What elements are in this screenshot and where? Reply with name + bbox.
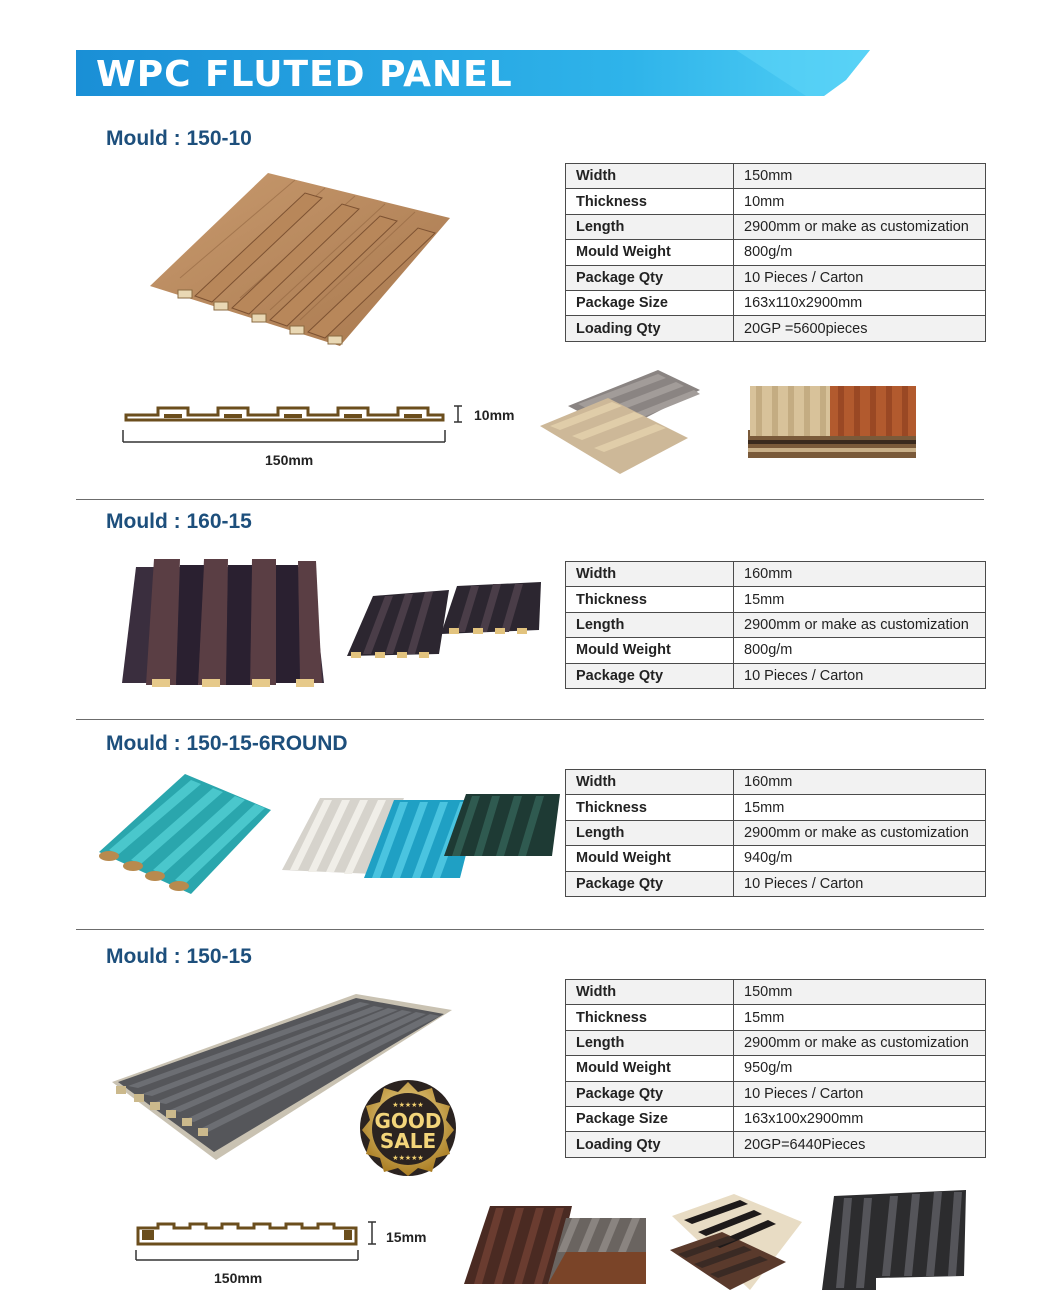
spec-label: Width [566, 562, 734, 587]
spec-label: Package Qty [566, 265, 734, 290]
product-image-dark-panel [116, 555, 331, 693]
section-title: Mould : 150-10 [106, 127, 252, 150]
spec-value: 10 Pieces / Carton [734, 871, 986, 896]
spec-value: 10 Pieces / Carton [734, 1081, 986, 1106]
spec-value: 150mm [734, 980, 986, 1005]
badge-line1: GOOD [374, 1109, 442, 1133]
spec-label: Length [566, 1030, 734, 1055]
spec-row [566, 1030, 986, 1055]
spec-label: Package Size [566, 290, 734, 315]
spec-row [566, 164, 986, 189]
spec-value: 160mm [734, 562, 986, 587]
product-image-round-panels-colors [280, 790, 562, 882]
spec-label: Width [566, 980, 734, 1005]
spec-value: 10 Pieces / Carton [734, 663, 986, 688]
spec-value: 10 Pieces / Carton [734, 265, 986, 290]
spec-value: 800g/m [734, 240, 986, 265]
spec-label: Length [566, 820, 734, 845]
spec-label: Mould Weight [566, 240, 734, 265]
spec-row [566, 1132, 986, 1157]
spec-label: Width [566, 770, 734, 795]
spec-row [566, 265, 986, 290]
badge-stars-bottom: ★★★★★ [392, 1154, 424, 1162]
spec-value: 2900mm or make as customization [734, 612, 986, 637]
spec-label: Mould Weight [566, 846, 734, 871]
thickness-label: 10mm [474, 407, 515, 423]
spec-value: 15mm [734, 587, 986, 612]
spec-row [566, 1106, 986, 1131]
product-image-charcoal-panels [820, 1188, 968, 1294]
spec-row [566, 214, 986, 239]
spec-row [566, 795, 986, 820]
spec-value: 15mm [734, 795, 986, 820]
thickness-label: 15mm [386, 1229, 427, 1245]
spec-value: 163x100x2900mm [734, 1106, 986, 1131]
spec-label: Mould Weight [566, 1056, 734, 1081]
spec-value: 20GP =5600pieces [734, 316, 986, 341]
spec-value: 950g/m [734, 1056, 986, 1081]
spec-label: Package Size [566, 1106, 734, 1131]
spec-value: 2900mm or make as customization [734, 214, 986, 239]
section-title: Mould : 160-15 [106, 510, 252, 533]
spec-value: 10mm [734, 189, 986, 214]
product-image-brown-grey-panels [462, 1204, 648, 1286]
section-title: Mould : 150-15-6ROUND [106, 732, 348, 755]
profile-diagram [118, 400, 478, 450]
spec-row [566, 1056, 986, 1081]
spec-label: Package Qty [566, 663, 734, 688]
badge-line2: SALE [379, 1129, 437, 1153]
spec-row [566, 846, 986, 871]
spec-row [566, 980, 986, 1005]
spec-label: Thickness [566, 189, 734, 214]
section-divider [76, 929, 984, 930]
spec-row [566, 770, 986, 795]
spec-row [566, 562, 986, 587]
section-title: Mould : 150-15 [106, 945, 252, 968]
spec-row [566, 587, 986, 612]
spec-table [565, 163, 986, 342]
spec-row [566, 820, 986, 845]
spec-label: Package Qty [566, 871, 734, 896]
spec-table [565, 979, 986, 1158]
profile-diagram [130, 1218, 390, 1268]
spec-row [566, 1081, 986, 1106]
product-image-stacked-panels [746, 384, 918, 460]
product-image-dark-panels-pair [345, 582, 543, 662]
spec-value: 2900mm or make as customization [734, 1030, 986, 1055]
spec-value: 940g/m [734, 846, 986, 871]
spec-value: 150mm [734, 164, 986, 189]
spec-value: 800g/m [734, 638, 986, 663]
width-label: 150mm [265, 452, 314, 468]
spec-table [565, 561, 986, 689]
spec-label: Package Qty [566, 1081, 734, 1106]
spec-label: Mould Weight [566, 638, 734, 663]
badge-stars-top: ★★★★★ [392, 1101, 424, 1109]
spec-value: 15mm [734, 1005, 986, 1030]
spec-label: Thickness [566, 1005, 734, 1030]
product-image-grey-beige-panels [538, 368, 703, 476]
spec-label: Length [566, 612, 734, 637]
spec-value: 163x110x2900mm [734, 290, 986, 315]
spec-row [566, 663, 986, 688]
section-divider [76, 719, 984, 720]
product-image-teal-round-panel [95, 772, 273, 897]
product-image-wood-panel [140, 168, 455, 348]
width-label: 150mm [214, 1270, 263, 1286]
spec-row [566, 871, 986, 896]
page-title: WPC FLUTED PANEL [96, 54, 513, 95]
spec-label: Thickness [566, 587, 734, 612]
spec-value: 20GP=6440Pieces [734, 1132, 986, 1157]
spec-label: Loading Qty [566, 316, 734, 341]
spec-value: 160mm [734, 770, 986, 795]
section-divider [76, 499, 984, 500]
spec-value: 2900mm or make as customization [734, 820, 986, 845]
spec-label: Width [566, 164, 734, 189]
spec-row [566, 189, 986, 214]
spec-label: Thickness [566, 795, 734, 820]
spec-label: Loading Qty [566, 1132, 734, 1157]
spec-row [566, 290, 986, 315]
spec-row [566, 638, 986, 663]
spec-table [565, 769, 986, 897]
spec-label: Length [566, 214, 734, 239]
good-sale-badge [358, 1078, 458, 1178]
spec-row [566, 612, 986, 637]
product-image-beige-brown-panels [668, 1192, 804, 1292]
spec-row [566, 240, 986, 265]
spec-row [566, 316, 986, 341]
spec-row [566, 1005, 986, 1030]
